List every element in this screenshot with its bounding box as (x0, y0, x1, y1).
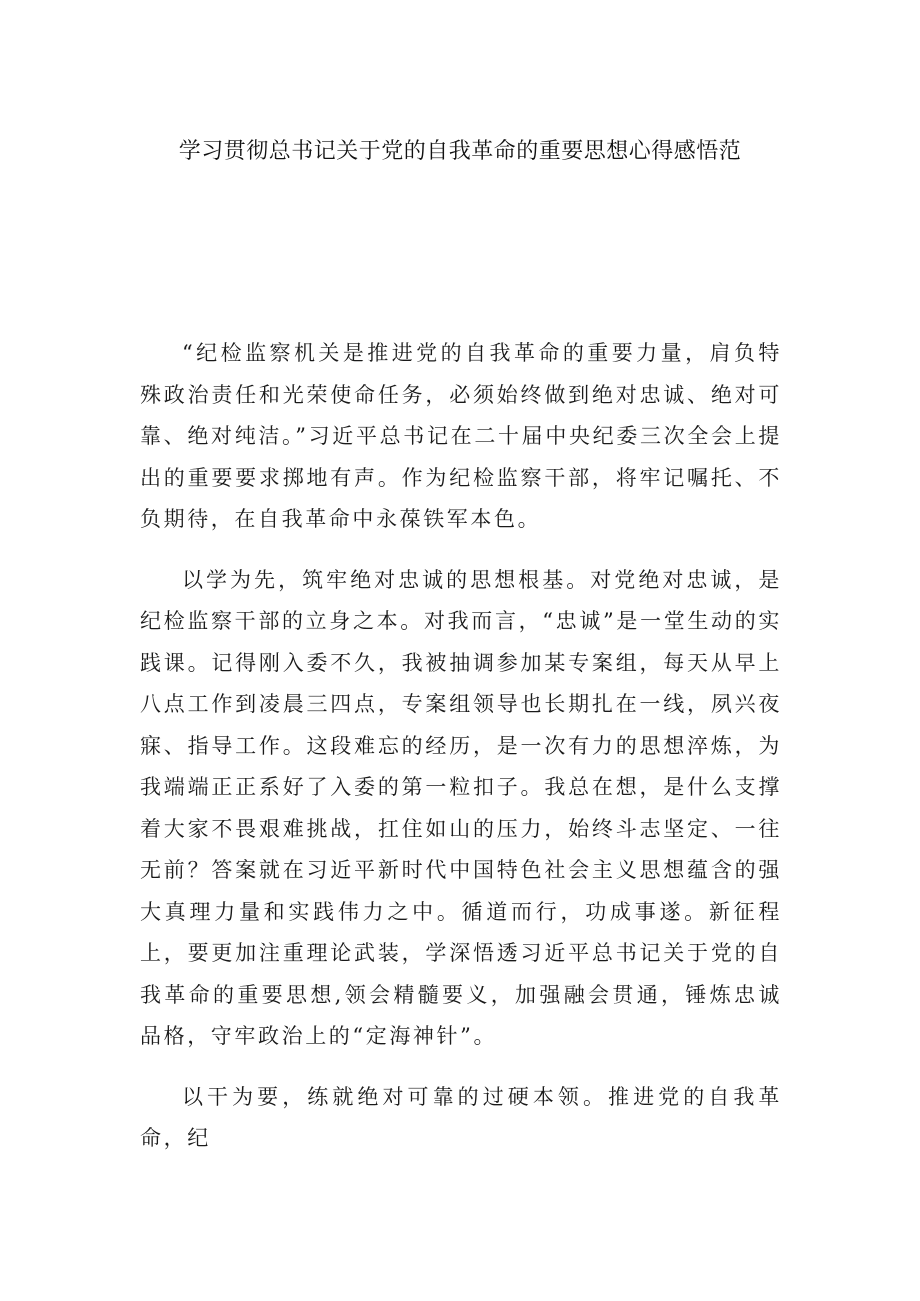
paragraph-2: 以学为先，筑牢绝对忠诚的思想根基。对党绝对忠诚，是纪检监察干部的立身之本。对我而言，“忠诚”是一堂生动的实践课。记得刚入委不久，我被抽调参加某专案组，每天从早上八点工作到凌晨三四点，专案组领导也长期扎在一线，夙兴夜寐、指导工作。这段难忘的经历，是一次有力的思想淬炼，为我端端正正系好了入委的第一粒扣子。我总在想，是什么支撑着大家不畏艰难挑战，扛住如山的压力，始终斗志坚定、一往无前？答案就在习近平新时代中国特色社会主义思想蕴含的强大真理力量和实践伟力之中。循道而行，功成事遂。新征程上，要更加注重理论武装，学深悟透习近平总书记关于党的自我革命的重要思想,领会精髓要义，加强融会贯通，锤炼忠诚品格，守牢政治上的“定海神针”。 (140, 567, 782, 1048)
paragraph-1: “纪检监察机关是推进党的自我革命的重要力量，肩负特殊政治责任和光荣使命任务，必须始终做到绝对忠诚、绝对可靠、绝对纯洁。”习近平总书记在二十届中央纪委三次全会上提出的重要要求掷地有声。作为纪检监察干部，将牢记嘱托、不负期待，在自我革命中永葆铁军本色。 (140, 341, 782, 531)
document-body (140, 333, 782, 1179)
paragraph-3: 以干为要，练就绝对可靠的过硬本领。推进党的自我革命，纪 (140, 1084, 782, 1150)
document-title: 学习贯彻总书记关于党的自我革命的重要思想心得感悟范 (178, 139, 742, 164)
